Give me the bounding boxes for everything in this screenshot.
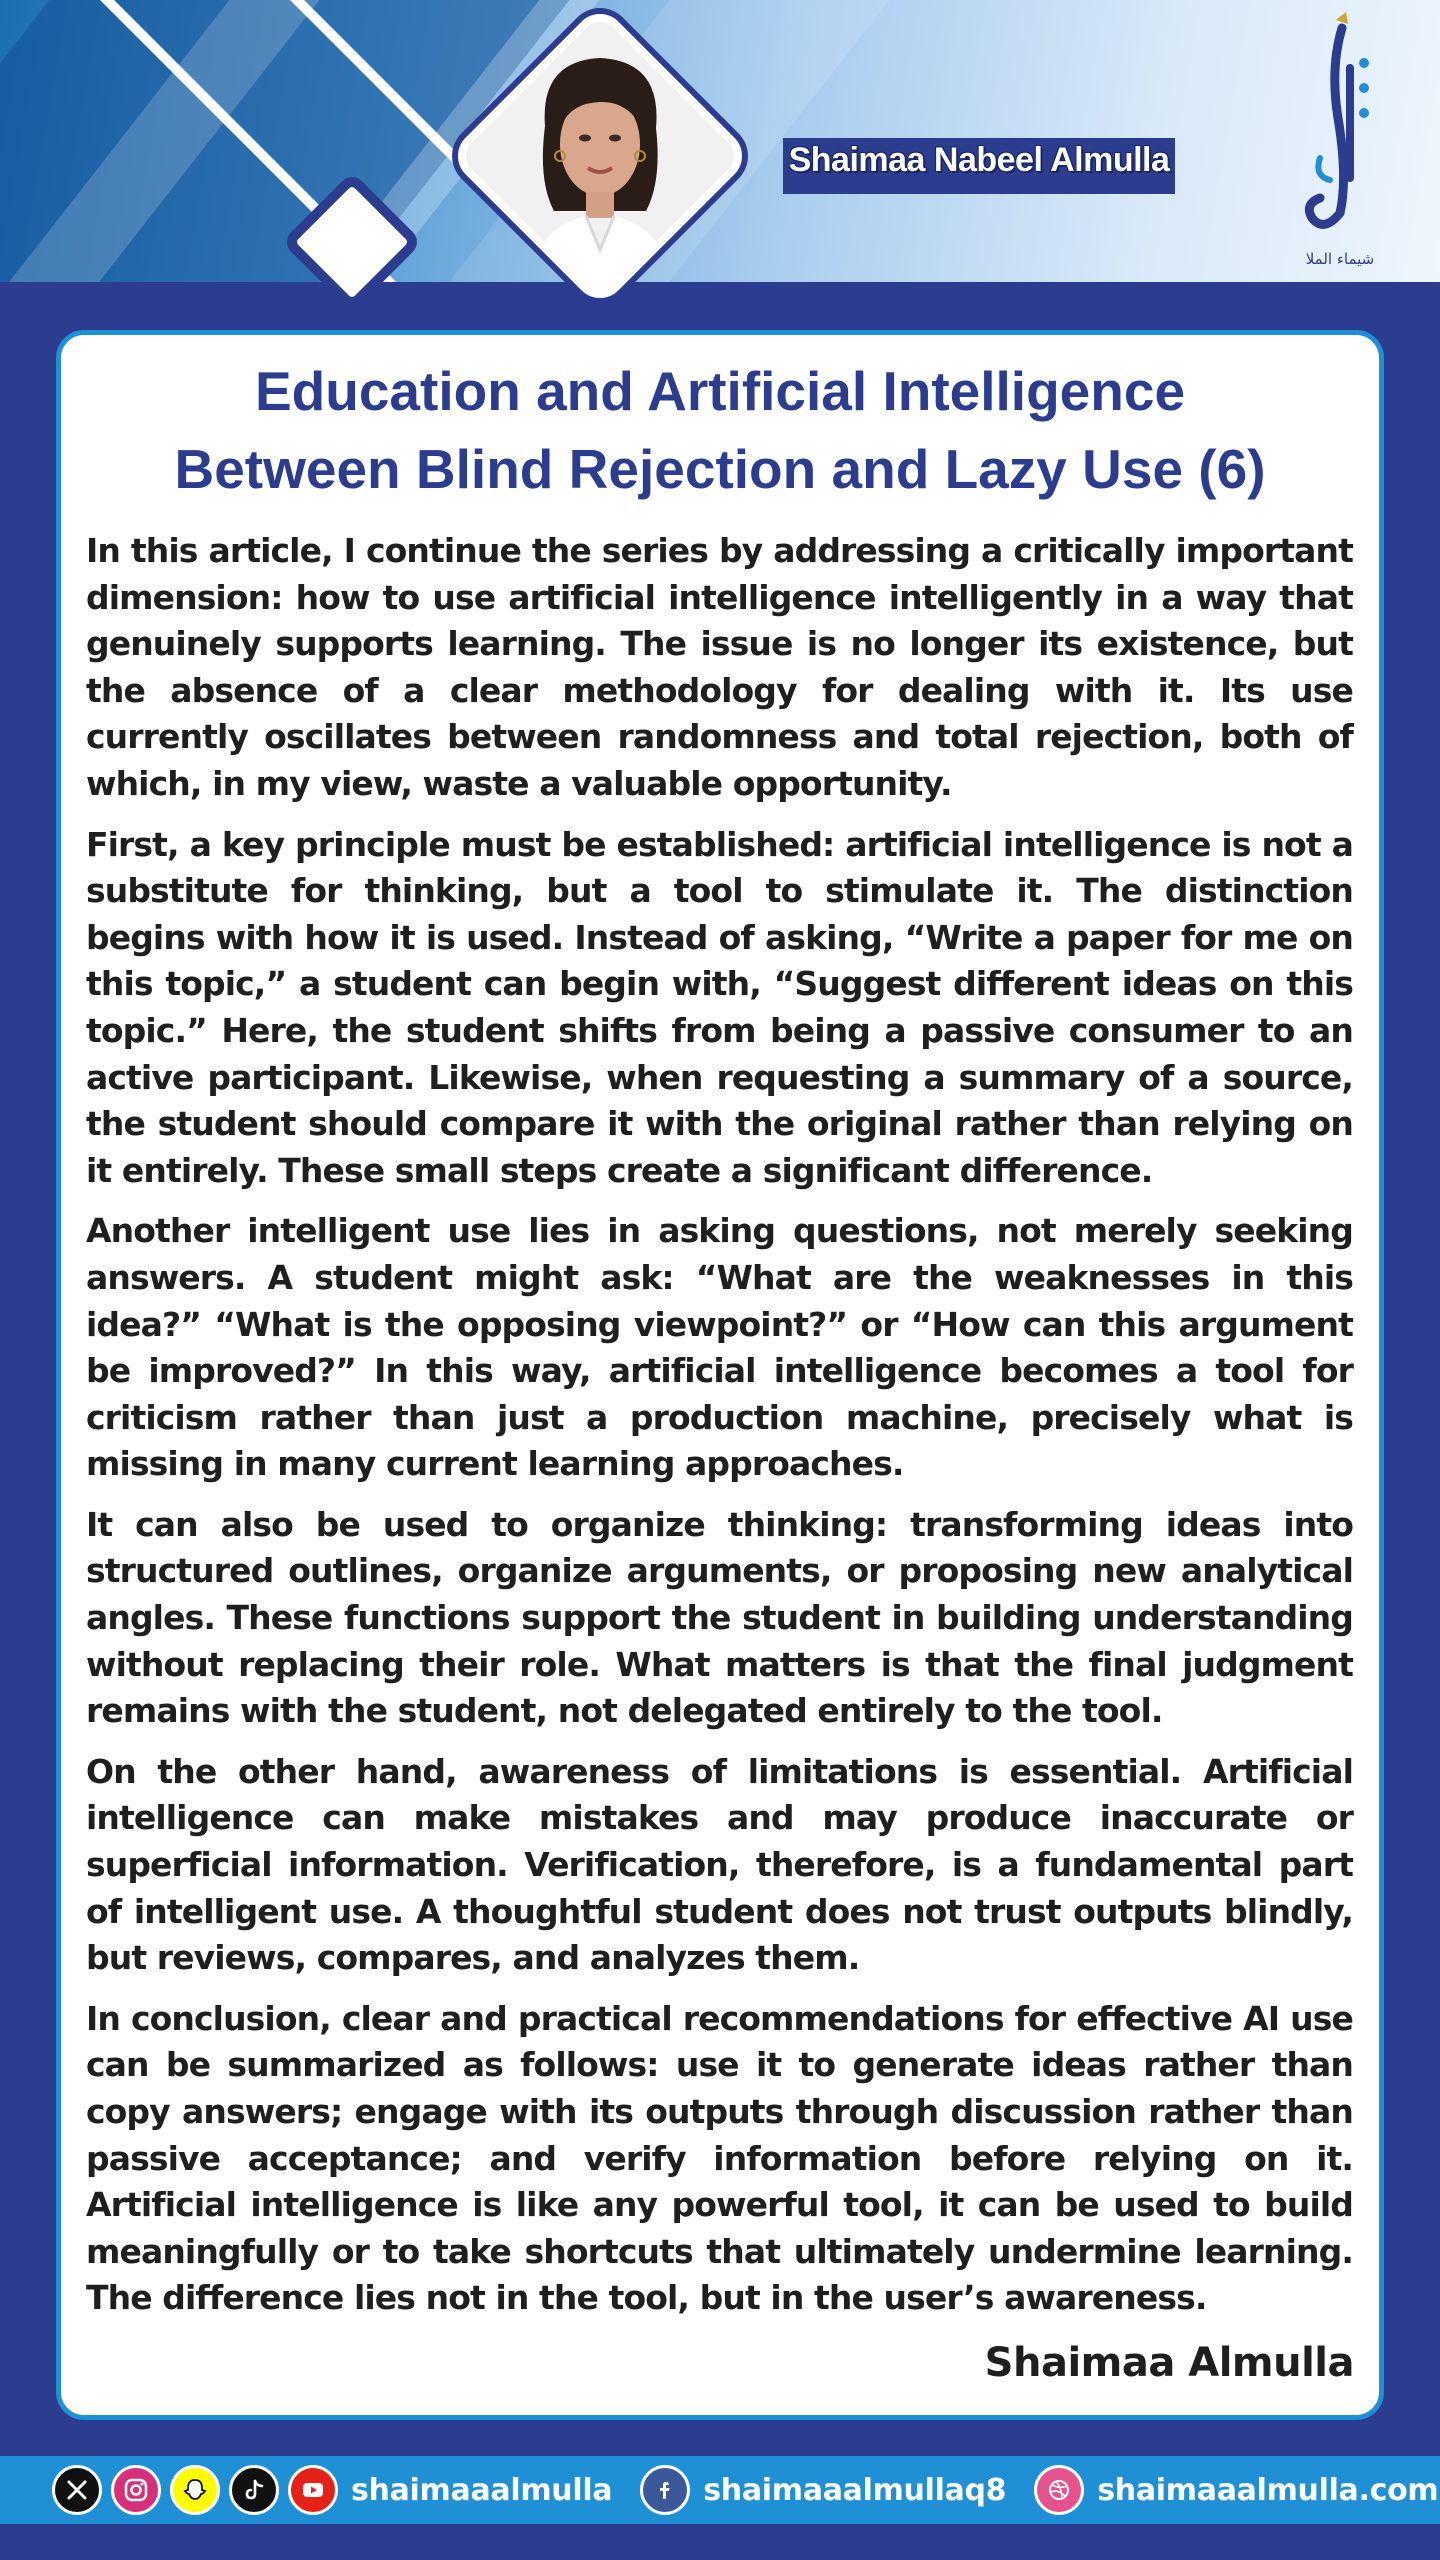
dribbble-globe-icon[interactable]: [1034, 2465, 1084, 2515]
article-paragraph: First, a key principle must be established: artificial intelligence is not a substitute for thinking, but a tool to stimulate it. The distinction begins with how it is used. Instead of asking, “Write a paper for me on this topic,” a student can begin with, “Suggest different ideas on this topic.” Here, the student shifts from being a passive consumer to an active participant. Likewise, when requesting a summary of a source, the student should compare it with the original rather than relying on it entirely. These small steps create a significant difference.: [86, 824, 1353, 1190]
article-paragraph: In conclusion, clear and practical recommendations for effective AI use can be summarized as follows: use it to generate ideas rather than copy answers; engage with its outputs through discussion rather than passive acceptance; and verify information before relying on it. Artificial intelligence is like any powerful tool, it can be used to build meaningfully or to take shortcuts that ultimately undermine learning. The difference lies not in the tool, but in the user’s awareness.: [86, 1998, 1353, 2318]
article-body: [86, 528, 1353, 2336]
article-paragraph: On the other hand, awareness of limitations is essential. Artificial intelligence can make mistakes and may produce inaccurate or superficial information. Verification, therefore, is a fundamental part of intelligent use. A thoughtful student does not trust outputs blindly, but reviews, compares, and analyzes them.: [86, 1751, 1353, 1978]
facebook-handle[interactable]: shaimaaalmullaq8: [703, 2472, 1007, 2508]
snapchat-icon[interactable]: [170, 2465, 220, 2515]
x-icon[interactable]: [52, 2465, 102, 2515]
article-paragraph: It can also be used to organize thinking: transforming ideas into structured outlines, organize arguments, or proposing new analytical angles. These functions support the student in building understanding without replacing their role. What matters is that the final judgment remains with the student, not delegated entirely to the tool.: [86, 1504, 1353, 1731]
calligraphy-logo-icon: [1290, 8, 1390, 258]
article-title-line-2: Between Blind Rejection and Lazy Use (6): [174, 438, 1266, 500]
article-title-line-1: Education and Artificial Intelligence: [254, 360, 1186, 422]
author-signature: Shaimaa Almulla: [984, 2340, 1354, 2386]
instagram-icon[interactable]: [111, 2465, 161, 2515]
article-paragraph: Another intelligent use lies in asking questions, not merely seeking answers. A student might ask: “What are the weaknesses in this idea?” “What is the opposing viewpoint?” or “How can this argument be improved?” In this way, artificial intelligence becomes a tool for criticism rather than just a production machine, precisely what is missing in many current learning approaches.: [86, 1211, 1353, 1484]
website-link[interactable]: shaimaaalmulla.com: [1097, 2472, 1439, 2508]
social-links: [0, 2456, 1440, 2524]
tiktok-icon[interactable]: [229, 2465, 279, 2515]
social-handle[interactable]: shaimaaalmulla: [351, 2472, 613, 2508]
article-title: [80, 352, 1360, 508]
article-paragraph: In this article, I continue the series by addressing a critically important dimension: how to use artificial intelligence intelligently in a way that genuinely supports learning. The issue is no longer its existence, but the absence of a clear methodology for dealing with it. Its use currently oscillates between randomness and total rejection, both of which, in my view, waste a valuable opportunity.: [86, 531, 1353, 803]
logo-caption: شيماء الملا: [1305, 250, 1375, 268]
author-banner-name: Shaimaa Nabeel Almulla: [788, 141, 1170, 179]
facebook-icon[interactable]: [640, 2465, 690, 2515]
youtube-icon[interactable]: [288, 2465, 338, 2515]
